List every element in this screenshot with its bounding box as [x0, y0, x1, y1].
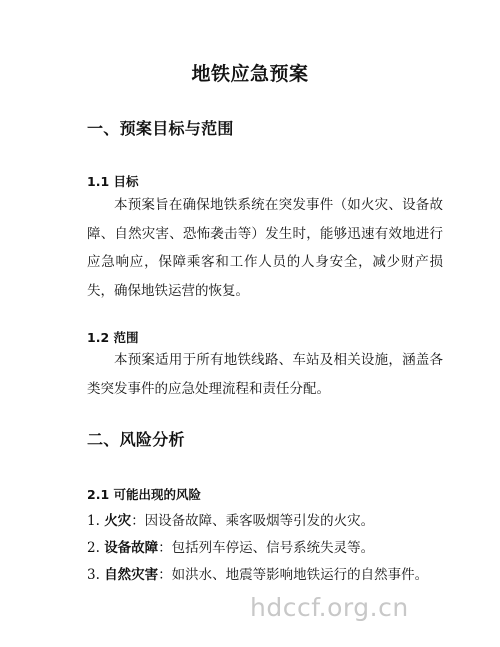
subsection-heading-2-1: 2.1 可能出现的风险: [87, 487, 201, 502]
section-heading-2: 二、风险分析: [87, 430, 185, 449]
watermark: hdccf.org.cn: [250, 593, 409, 622]
list-item-term: 设备故障: [104, 540, 159, 556]
paragraph-goal: 本预案旨在确保地铁系统在突发事件（如火灾、设备故障、自然灾害、恐怖袭击等）发生时，能够迅速有效地进行应急响应，保障乘客和工作人员的人身安全，减少财产损失，确保地铁运营的恢复。: [87, 197, 443, 299]
list-item-term: 火灾: [104, 513, 132, 529]
list-item-number: 2.: [87, 540, 100, 556]
risk-list-item: [87, 565, 457, 585]
document-title: 地铁应急预案: [191, 63, 309, 85]
list-item-text: ：因设备故障、乘客吸烟等引发的火灾。: [131, 513, 375, 529]
risk-list-item: [87, 538, 457, 558]
subsection-heading-1-1: 1.1 目标: [87, 174, 139, 189]
list-item-text: ：如洪水、地震等影响地铁运行的自然事件。: [158, 567, 429, 583]
risk-list-item: [87, 511, 457, 531]
section-heading-1: 一、预案目标与范围: [87, 119, 234, 138]
list-item-number: 1.: [87, 513, 100, 529]
subsection-heading-1-2: 1.2 范围: [87, 330, 139, 345]
paragraph-scope: 本预案适用于所有地铁线路、车站及相关设施，涵盖各类突发事件的应急处理流程和责任分配。: [87, 352, 443, 397]
list-item-number: 3.: [87, 567, 100, 583]
list-item-term: 自然灾害: [104, 567, 159, 583]
list-item-text: ：包括列车停运、信号系统失灵等。: [158, 540, 375, 556]
